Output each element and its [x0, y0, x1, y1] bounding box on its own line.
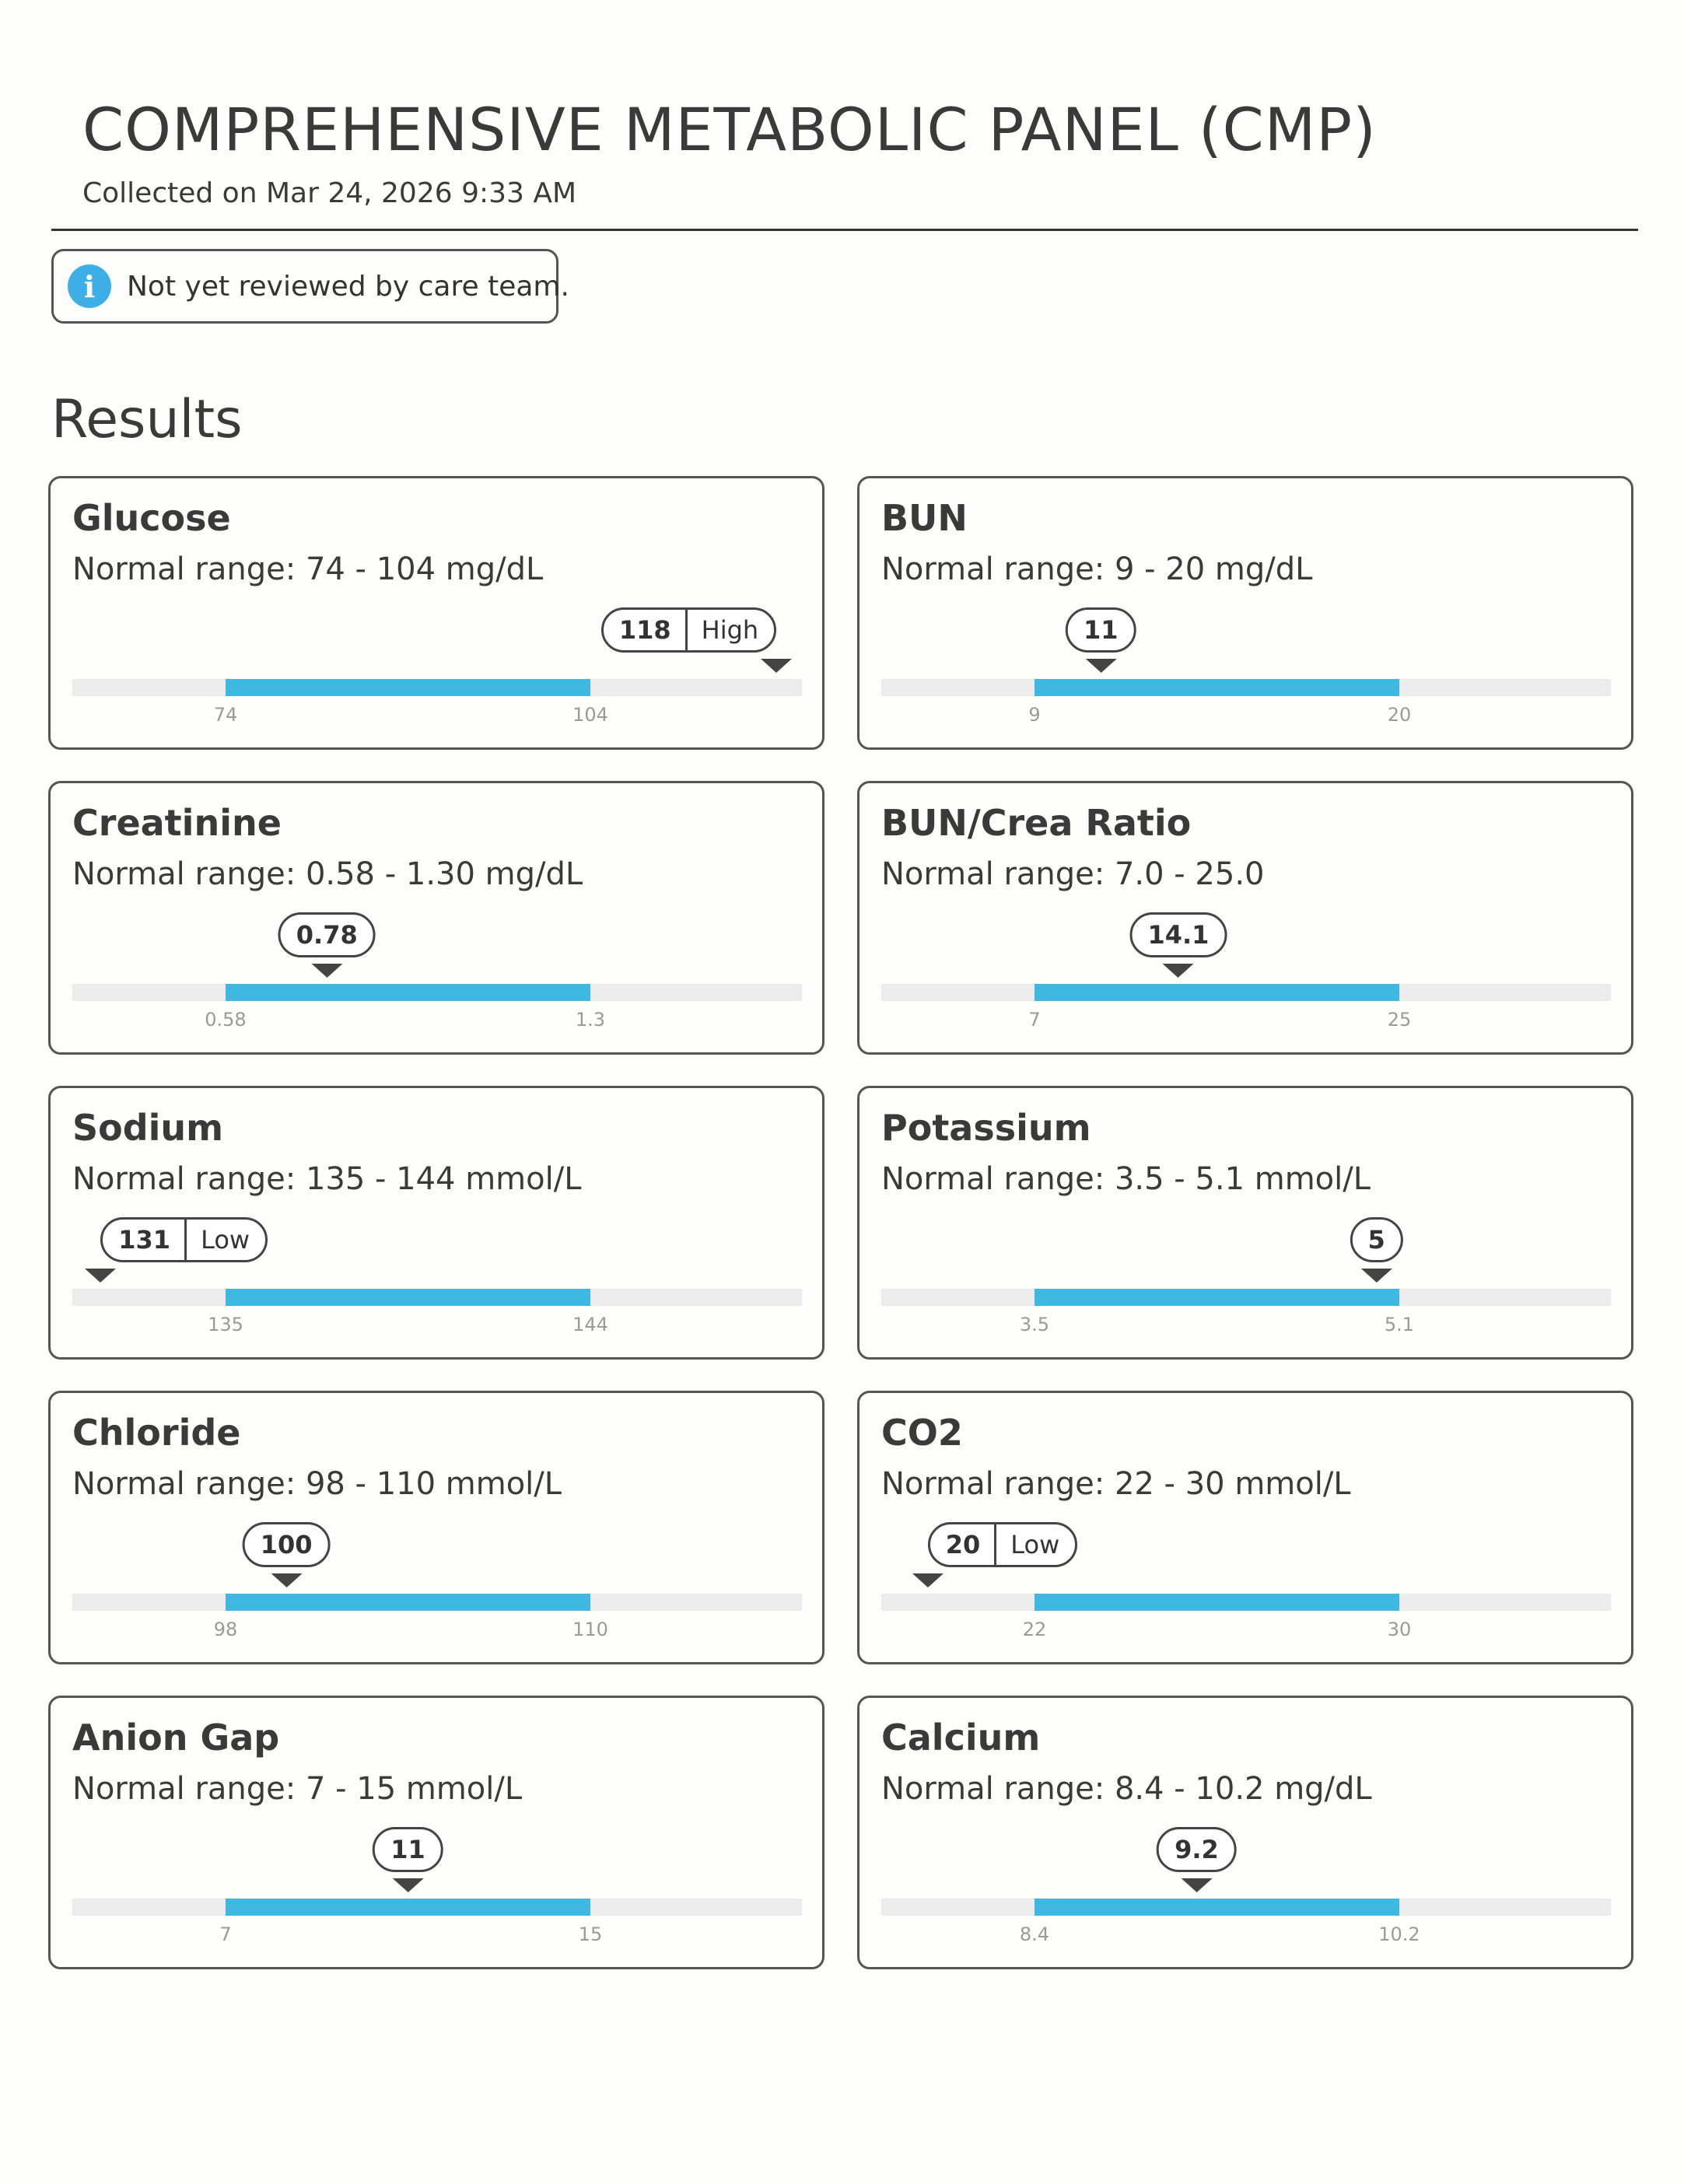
- value-badge: [1157, 1827, 1237, 1872]
- range-low-label: 8.4: [1019, 1923, 1050, 1945]
- range-track: [881, 1289, 1611, 1306]
- normal-range-text: Normal range: 3.5 - 5.1 mmol/L: [881, 1161, 1371, 1197]
- result-card-potassium: [857, 1086, 1633, 1360]
- result-flag: Low: [184, 1220, 250, 1260]
- range-low-label: 7: [1028, 1009, 1041, 1031]
- range-high-label: 25: [1387, 1009, 1412, 1031]
- result-value: 14.1: [1147, 920, 1210, 950]
- collected-date: Collected on Mar 24, 2026 9:33 AM: [82, 177, 577, 209]
- result-card-calcium: [857, 1696, 1633, 1969]
- normal-range-bar: [1035, 1594, 1399, 1611]
- value-badge: [243, 1522, 331, 1567]
- value-marker: [243, 1522, 331, 1587]
- range-low-label: 135: [208, 1314, 243, 1335]
- range-high-label: 1.3: [575, 1009, 606, 1031]
- value-badge: [373, 1827, 443, 1872]
- result-card-chloride: [48, 1391, 824, 1664]
- normal-range-text: Normal range: 7.0 - 25.0: [881, 856, 1265, 892]
- result-card-creatinine: [48, 781, 824, 1055]
- result-name: Glucose: [72, 497, 231, 539]
- value-pointer-icon: [85, 1269, 116, 1283]
- range-track: [881, 1594, 1611, 1611]
- value-badge: [100, 1217, 268, 1262]
- value-marker: [928, 1522, 1078, 1587]
- range-low-label: 9: [1028, 704, 1041, 726]
- normal-range-text: Normal range: 7 - 15 mmol/L: [72, 1771, 523, 1807]
- value-badge: [1066, 607, 1136, 653]
- result-name: Calcium: [881, 1717, 1041, 1759]
- normal-range-bar: [226, 1289, 590, 1306]
- header-divider: [51, 229, 1638, 231]
- value-pointer-icon: [271, 1573, 302, 1587]
- range-track: [881, 679, 1611, 696]
- result-value: 0.78: [296, 920, 358, 950]
- value-marker: [1350, 1217, 1403, 1283]
- result-value: 20: [945, 1530, 981, 1559]
- result-name: BUN: [881, 497, 968, 539]
- result-name: Creatinine: [72, 802, 282, 844]
- result-flag: Low: [994, 1524, 1059, 1565]
- value-marker: [278, 912, 376, 978]
- result-name: BUN/Crea Ratio: [881, 802, 1192, 844]
- result-name: Anion Gap: [72, 1717, 280, 1759]
- value-marker: [1129, 912, 1227, 978]
- value-pointer-icon: [311, 964, 342, 978]
- normal-range-bar: [226, 679, 590, 696]
- value-pointer-icon: [761, 659, 792, 673]
- range-low-label: 3.5: [1019, 1314, 1050, 1335]
- normal-range-bar: [226, 1899, 590, 1916]
- range-track: [881, 984, 1611, 1001]
- result-value: 100: [260, 1530, 313, 1559]
- value-badge: [1350, 1217, 1403, 1262]
- result-value: 11: [390, 1835, 425, 1864]
- range-high-label: 110: [572, 1619, 608, 1640]
- result-value: 11: [1083, 615, 1119, 645]
- range-high-label: 10.2: [1378, 1923, 1420, 1945]
- value-marker: [1066, 607, 1136, 673]
- value-badge: [1129, 912, 1227, 957]
- range-low-label: 22: [1022, 1619, 1047, 1640]
- range-high-label: 20: [1387, 704, 1412, 726]
- result-flag: High: [685, 610, 759, 650]
- normal-range-text: Normal range: 74 - 104 mg/dL: [72, 551, 544, 587]
- result-card-glucose: [48, 476, 824, 750]
- range-low-label: 74: [213, 704, 238, 726]
- result-name: Sodium: [72, 1107, 224, 1149]
- value-marker: [601, 607, 776, 673]
- normal-range-text: Normal range: 8.4 - 10.2 mg/dL: [881, 1771, 1372, 1807]
- range-high-label: 144: [572, 1314, 608, 1335]
- value-pointer-icon: [1181, 1878, 1212, 1892]
- range-track: [72, 679, 802, 696]
- value-marker: [1157, 1827, 1237, 1892]
- info-icon: i: [68, 264, 111, 308]
- range-high-label: 104: [572, 704, 608, 726]
- result-name: Chloride: [72, 1412, 241, 1454]
- results-grid: [48, 476, 1640, 1969]
- result-card-bun: [857, 476, 1633, 750]
- review-status-notice: [51, 249, 569, 324]
- range-high-label: 30: [1387, 1619, 1412, 1640]
- range-track: [72, 1289, 802, 1306]
- range-low-label: 98: [213, 1619, 238, 1640]
- value-marker: [100, 1217, 268, 1283]
- result-card-co2: [857, 1391, 1633, 1664]
- result-card-bun-crea-ratio: [857, 781, 1633, 1055]
- normal-range-text: Normal range: 135 - 144 mmol/L: [72, 1161, 582, 1197]
- result-value: 5: [1367, 1225, 1385, 1255]
- result-card-anion-gap: [48, 1696, 824, 1969]
- value-marker: [373, 1827, 443, 1892]
- value-pointer-icon: [1361, 1269, 1392, 1283]
- normal-range-bar: [1035, 1289, 1399, 1306]
- normal-range-bar: [1035, 984, 1399, 1001]
- normal-range-bar: [1035, 679, 1399, 696]
- range-low-label: 7: [219, 1923, 232, 1945]
- value-badge: [278, 912, 376, 957]
- range-track: [881, 1899, 1611, 1916]
- results-heading: Results: [51, 389, 243, 450]
- value-pointer-icon: [1163, 964, 1194, 978]
- normal-range-text: Normal range: 98 - 110 mmol/L: [72, 1466, 562, 1502]
- range-high-label: 15: [578, 1923, 603, 1945]
- review-status-text: Not yet reviewed by care team.: [127, 270, 569, 303]
- result-value: 118: [618, 615, 671, 645]
- result-value: 9.2: [1175, 1835, 1219, 1864]
- value-pointer-icon: [912, 1573, 944, 1587]
- result-name: Potassium: [881, 1107, 1091, 1149]
- value-badge: [928, 1522, 1078, 1567]
- normal-range-bar: [1035, 1899, 1399, 1916]
- result-card-sodium: [48, 1086, 824, 1360]
- range-track: [72, 1899, 802, 1916]
- page-title: COMPREHENSIVE METABOLIC PANEL (CMP): [82, 95, 1377, 164]
- normal-range-text: Normal range: 0.58 - 1.30 mg/dL: [72, 856, 583, 892]
- value-badge: [601, 607, 776, 653]
- range-track: [72, 1594, 802, 1611]
- range-high-label: 5.1: [1384, 1314, 1415, 1335]
- value-pointer-icon: [392, 1878, 423, 1892]
- normal-range-bar: [226, 1594, 590, 1611]
- result-name: CO2: [881, 1412, 963, 1454]
- normal-range-text: Normal range: 22 - 30 mmol/L: [881, 1466, 1351, 1502]
- normal-range-text: Normal range: 9 - 20 mg/dL: [881, 551, 1313, 587]
- value-pointer-icon: [1085, 659, 1116, 673]
- range-low-label: 0.58: [205, 1009, 247, 1031]
- result-value: 131: [118, 1225, 171, 1255]
- range-track: [72, 984, 802, 1001]
- normal-range-bar: [226, 984, 590, 1001]
